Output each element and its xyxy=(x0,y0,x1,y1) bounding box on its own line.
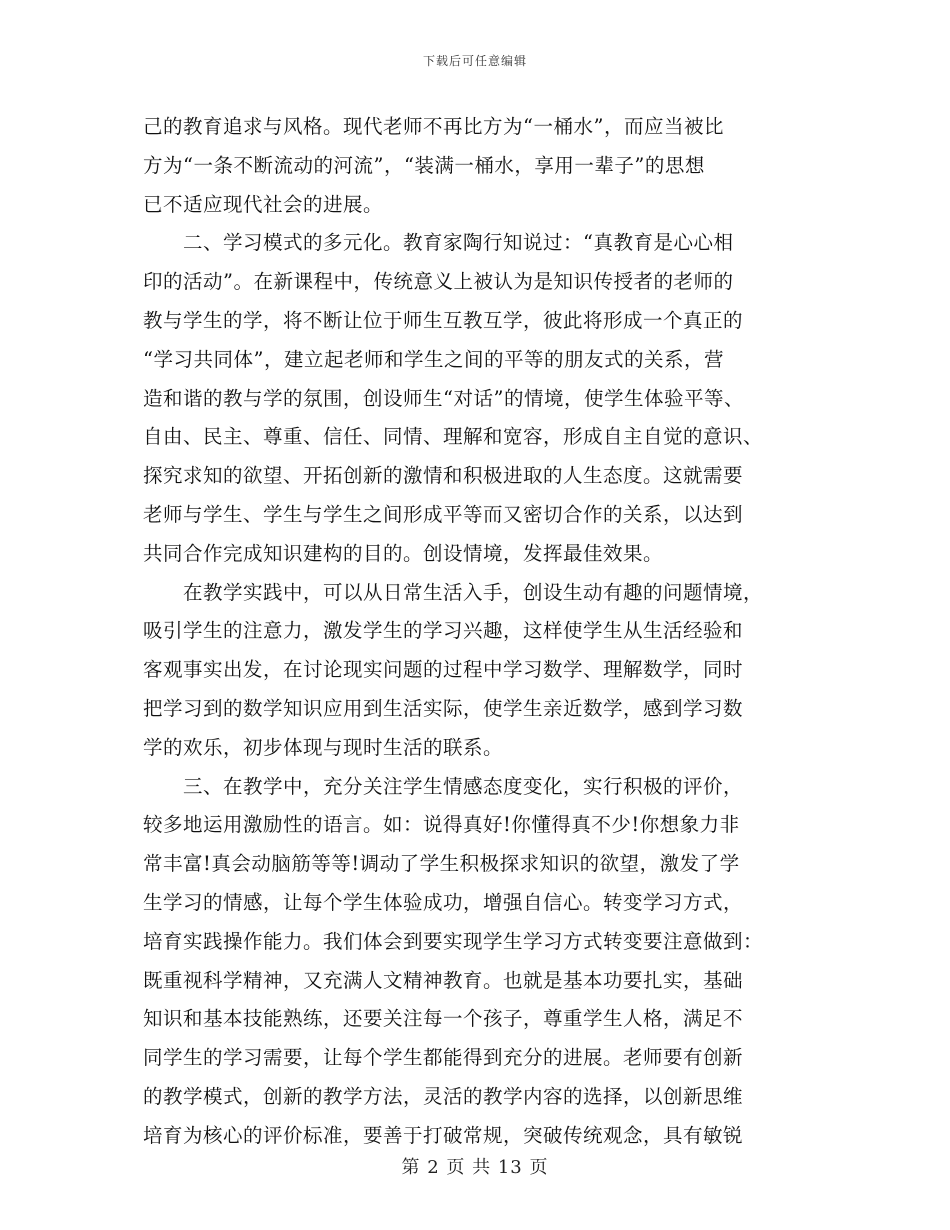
body-line: 方为“一条不断流动的河流”，“装满一桶水，享用一辈子”的思想 xyxy=(143,153,705,177)
body-line: 的教学模式，创新的教学方法，灵活的教学内容的选择，以创新思维 xyxy=(143,1084,744,1108)
body-line: 己的教育追求与风格。现代老师不再比方为“一桶水”，而应当被比 xyxy=(143,115,724,138)
body-line: 已不适应现代社会的进展。 xyxy=(143,192,384,216)
body-line: “学习共同体”，建立起老师和学生之间的平等的朋友式的关系，营 xyxy=(143,347,724,371)
body-line: 培育为核心的评价标准，要善于打破常规，突破传统观念，具有敏锐 xyxy=(143,1123,744,1147)
body-line: 探究求知的欲望、开拓创新的激情和积极进取的人生态度。这就需要 xyxy=(143,464,744,488)
document-body xyxy=(143,108,803,1156)
body-line: 三、在教学中，充分关注学生情感态度变化，实行积极的评价， xyxy=(143,774,744,798)
body-line: 吸引学生的注意力，激发学生的学习兴趣，这样使学生从生活经验和 xyxy=(143,619,744,643)
page-number-footer: 第 2 页 共 13 页 xyxy=(401,1157,549,1178)
body-line: 教与学生的学，将不断让位于师生互教互学，彼此将形成一个真正的 xyxy=(143,308,744,332)
page-header-note: 下载后可任意编辑 xyxy=(422,54,527,68)
body-line: 培育实践操作能力。我们体会到要实现学生学习方式转变要注意做到： xyxy=(143,929,764,953)
body-line: 老师与学生、学生与学生之间形成平等而又密切合作的关系，以达到 xyxy=(143,502,744,526)
body-line: 较多地运用激励性的语言。如：说得真好!你懂得真不少!你想象力非 xyxy=(143,813,740,837)
body-line: 常丰富!真会动脑筋等等!调动了学生积极探求知识的欲望，激发了学 xyxy=(143,852,740,876)
body-line: 学的欢乐，初步体现与现时生活的联系。 xyxy=(143,735,504,759)
body-line: 客观事实出发，在讨论现实问题的过程中学习数学、理解数学，同时 xyxy=(143,658,744,682)
body-line: 自由、民主、尊重、信任、同情、理解和宽容，形成自主自觉的意识、 xyxy=(143,425,764,449)
body-line: 既重视科学精神，又充满人文精神教育。也就是基本功要扎实，基础 xyxy=(143,968,744,992)
body-line: 在教学实践中，可以从日常生活入手，创设生动有趣的问题情境， xyxy=(143,580,764,604)
body-line: 印的活动”。在新课程中，传统意义上被认为是知识传授者的老师的 xyxy=(143,270,734,294)
body-line: 造和谐的教与学的氛围，创设师生“对话”的情境，使学生体验平等、 xyxy=(143,386,744,410)
body-line: 把学习到的数学知识应用到生活实际，使学生亲近数学，感到学习数 xyxy=(143,696,744,720)
body-line: 生学习的情感，让每个学生体验成功，增强自信心。转变学习方式， xyxy=(143,890,744,914)
body-line: 同学生的学习需要，让每个学生都能得到充分的进展。老师要有创新 xyxy=(143,1046,744,1070)
body-line: 共同合作完成知识建构的目的。创设情境，发挥最佳效果。 xyxy=(143,541,664,565)
body-line: 二、学习模式的多元化。教育家陶行知说过：“真教育是心心相 xyxy=(143,231,734,255)
body-line: 知识和基本技能熟练，还要关注每一个孩子，尊重学生人格，满足不 xyxy=(143,1007,744,1031)
